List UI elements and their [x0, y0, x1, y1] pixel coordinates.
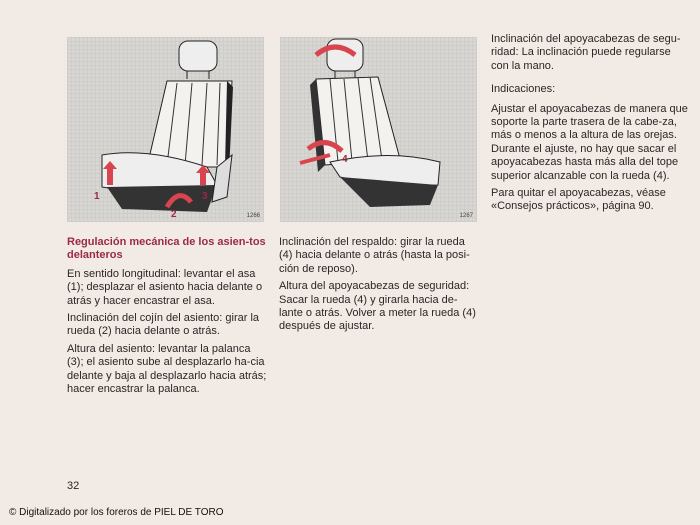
paragraph: Para quitar el apoyacabezas, véase «Consejos prácticos», página 90.: [491, 187, 666, 213]
text-column-3: [491, 33, 691, 218]
seat-illustration: [280, 37, 477, 222]
section-heading: Regulación mecánica de los asien-tos delanteros: [67, 236, 266, 262]
callout-1: 1: [94, 191, 100, 202]
subheading: Indicaciones:: [491, 83, 556, 96]
paragraph: Inclinación del apoyacabezas de segu-ridad: La inclinación puede regularse con la mano.: [491, 33, 681, 72]
callout-4: 4: [342, 154, 348, 165]
seat-adjustment-figure-1: [67, 37, 264, 222]
callout-3: 3: [202, 191, 208, 202]
footer-credit: © Digitalizado por los foreros de PIEL DE TORO: [9, 507, 224, 518]
paragraph: Inclinación del respaldo: girar la rueda (4) hacia delante o atrás (hasta la posi-ción de reposo).: [279, 236, 470, 275]
paragraph: Ajustar el apoyacabezas de manera que soporte la parte trasera de la cabe-za, más o menos a la altura de las orejas. Durante el ajuste, no hay que sacar el apoyacabezas hasta más alla del tope superior alcanzable con la rueda (4).: [491, 102, 688, 182]
seat-adjustment-figure-2: [280, 37, 477, 222]
paragraph: Altura del asiento: levantar la palanca (3); el asiento sube al desplazarlo ha-cia delante y baja al desplazarlo hacia atrás; hacer encastrar la palanca.: [67, 342, 267, 396]
callout-2: 2: [171, 209, 177, 220]
text-column-2: [279, 236, 479, 338]
text-column-1: [67, 236, 267, 400]
paragraph: En sentido longitudinal: levantar el asa (1); desplazar el asiento hacia delante o atrás y hacer encastrar el asa.: [67, 267, 263, 307]
page-number: 32: [67, 480, 80, 492]
paragraph: Inclinación del cojín del asiento: girar la rueda (2) hacia delante o atrás.: [67, 312, 260, 338]
figure-number: 1266: [246, 213, 260, 219]
paragraph: Altura del apoyacabezas de seguridad: Sacar la rueda (4) y girarla hacia de-lante o atrás. Volver a meter la rueda (4) después de ajustar.: [279, 280, 476, 333]
figure-number: 1267: [459, 213, 473, 219]
